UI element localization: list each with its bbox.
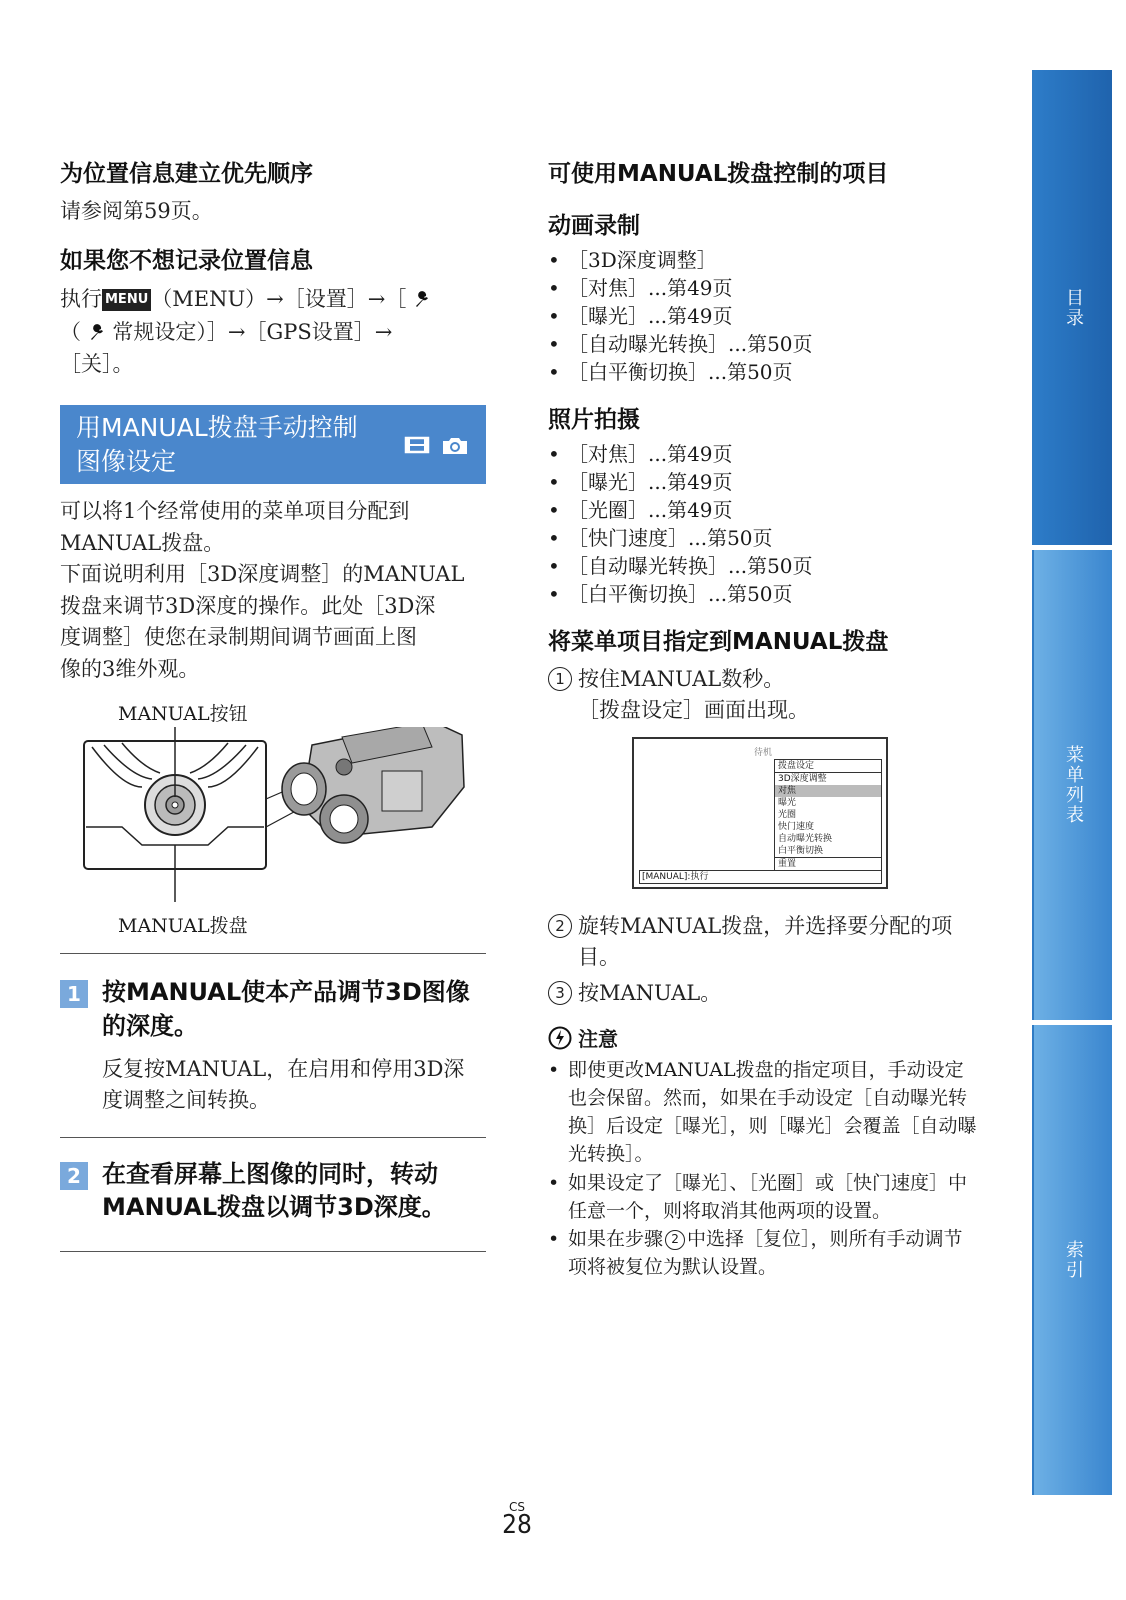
intro-line: 可以将1个经常使用的菜单项目分配到 [60, 499, 410, 524]
step-1 [60, 976, 490, 1043]
section-no-record-title: 如果您不想记录位置信息 [60, 248, 313, 275]
camera-figure [60, 699, 490, 939]
lcd-menu-item[interactable]: 曝光 [778, 797, 797, 808]
movie-items-list [548, 246, 988, 386]
fig-label-manual-dial: MANUAL拨盘 [118, 915, 248, 938]
manual-items-title: 可使用MANUAL拨盘控制的项目 [548, 161, 889, 187]
intro-line: 下面说明利用［3D深度调整］的MANUAL [60, 562, 465, 587]
banner-title-line1: 用MANUAL拨盘手动控制 [76, 412, 358, 442]
left-column [60, 160, 490, 1252]
divider [60, 1137, 486, 1138]
step-1-body: 反复按MANUAL，在启用和停用3D深度调整之间转换。 [102, 1056, 465, 1113]
list-item: • ［快门速度］...第50页 [548, 524, 988, 552]
note-item: • 如果设定了［曝光］、［光圈］或［快门速度］中任意一个，则将取消其他两项的设置。 [548, 1169, 978, 1225]
list-item: • ［对焦］...第49页 [548, 440, 988, 468]
menu-badge-icon: MENU [102, 289, 151, 311]
note-title: 注意 [578, 1027, 618, 1052]
lcd-menu-item[interactable]: 白平衡切换 [778, 845, 824, 856]
step-1-title: 按MANUAL使本产品调节3D图像的深度。 [102, 978, 470, 1041]
step-3-mark: 3 [548, 981, 572, 1005]
divider [60, 953, 486, 954]
tab-index[interactable] [1032, 1025, 1112, 1495]
wrench-icon [81, 320, 112, 344]
list-item: • ［对焦］...第49页 [548, 274, 988, 302]
movie-heading: 动画录制 [548, 212, 640, 239]
assign-step-3-text: 按MANUAL。 [578, 980, 722, 1005]
assign-step-1 [548, 664, 988, 696]
banner-title-line2: 图像设定 [76, 446, 177, 476]
lcd-dial-menu [774, 759, 882, 871]
tab-menu-list[interactable] [1032, 550, 1112, 1020]
caution-icon [548, 1026, 572, 1050]
tab-index-label: 索引 [1063, 1240, 1084, 1280]
step-2-mark: 2 [665, 1230, 685, 1250]
section-priority-title: 为位置信息建立优先顺序 [60, 161, 313, 187]
notes-list [548, 1056, 978, 1281]
list-item: • ［光圈］...第49页 [548, 496, 988, 524]
step-1-number: 1 [60, 980, 88, 1008]
section-no-record-body [60, 283, 490, 381]
step-2-number: 2 [60, 1162, 88, 1190]
intro-line: 拨盘来调节3D深度的操作。此处［3D深 [60, 593, 436, 618]
right-column [548, 160, 988, 1281]
intro-line: MANUAL拨盘。 [60, 530, 225, 555]
list-item: • ［白平衡切换］...第50页 [548, 580, 988, 608]
lcd-menu-title: 拨盘设定 [775, 760, 881, 773]
assign-step-1-sub: ［拨盘设定］画面出现。 [578, 698, 809, 723]
note-3-text-b: 中选择［复位］，则所有手动调节项将被复位为默认设置。 [568, 1227, 963, 1278]
page-number-value: 28 [502, 1510, 532, 1540]
fig-label-manual-button: MANUAL按钮 [118, 703, 248, 726]
list-item: • ［自动曝光转换］...第50页 [548, 552, 988, 580]
intro-line: 像的3维外观。 [60, 656, 200, 681]
lcd-menu-item[interactable]: 自动曝光转换 [778, 833, 833, 844]
list-item: • ［3D深度调整］ [548, 246, 988, 274]
list-item: • ［自动曝光转换］...第50页 [548, 330, 988, 358]
assign-step-2 [548, 911, 978, 974]
list-item: • ［曝光］...第49页 [548, 302, 988, 330]
lcd-menu-item[interactable]: 3D深度调整 [778, 773, 827, 784]
photo-heading: 照片拍摄 [548, 406, 640, 433]
lcd-menu-item-selected[interactable]: 对焦 [775, 785, 881, 797]
text-execute: 执行 [60, 287, 102, 312]
step-1-mark: 1 [548, 667, 572, 691]
list-item: • ［曝光］...第49页 [548, 468, 988, 496]
wrench-icon [406, 287, 431, 311]
section-banner [60, 405, 486, 485]
photo-items-list [548, 440, 988, 608]
intro-text [60, 496, 490, 685]
mode-icons [404, 433, 470, 457]
menu-path-3: ［关］。 [60, 352, 134, 377]
lcd-menu-reset[interactable]: 重置 [775, 857, 881, 870]
step-2-mark: 2 [548, 914, 572, 938]
note-item: • 即使更改MANUAL拨盘的指定项目，手动设定也会保留。然而，如果在手动设定［自动曝光转换］后设定［曝光］，则［曝光］会覆盖［自动曝光转换］。 [548, 1056, 978, 1168]
list-item: • ［白平衡切换］...第50页 [548, 358, 988, 386]
tab-toc-label: 目录 [1063, 287, 1084, 328]
lcd-screen [632, 737, 888, 889]
tab-menu-list-label: 菜单列表 [1063, 745, 1084, 825]
camcorder-illustration [82, 727, 482, 907]
page-number [0, 1500, 1034, 1540]
note-item [548, 1225, 978, 1281]
assign-step-1-text: 按住MANUAL数秒。 [578, 666, 785, 691]
note-header [548, 1023, 988, 1052]
assign-step-3 [548, 978, 988, 1010]
page-lang-code: CS [509, 1500, 525, 1514]
movie-mode-icon [404, 433, 434, 457]
menu-path-1: （MENU）→［设置］→［ [151, 287, 407, 312]
lcd-menu-item[interactable]: 快门速度 [778, 821, 815, 832]
step-2 [60, 1158, 490, 1225]
assign-title: 将菜单项目指定到MANUAL拨盘 [548, 628, 889, 655]
section-priority-body: 请参阅第59页。 [60, 198, 213, 223]
lcd-menu-item[interactable]: 光圈 [778, 809, 797, 820]
menu-path-2b: 常规设定）］→［GPS设置］→ [112, 319, 393, 344]
camera-mode-icon [440, 433, 470, 457]
assign-step-2-text: 旋转MANUAL拨盘，并选择要分配的项目。 [578, 913, 953, 970]
tab-toc[interactable] [1032, 70, 1112, 545]
note-3-text-a: 如果在步骤 [568, 1227, 664, 1250]
divider [60, 1251, 486, 1252]
lcd-figure-wrap [548, 737, 988, 897]
lcd-footer: [MANUAL]:执行 [639, 870, 882, 884]
lcd-standby: 待机 [754, 747, 773, 758]
intro-line: 度调整］使您在录制期间调节画面上图 [60, 625, 417, 650]
step-2-title: 在查看屏幕上图像的同时，转动MANUAL拨盘以调节3D深度。 [102, 1159, 446, 1222]
menu-path-2a: （ [60, 319, 81, 344]
